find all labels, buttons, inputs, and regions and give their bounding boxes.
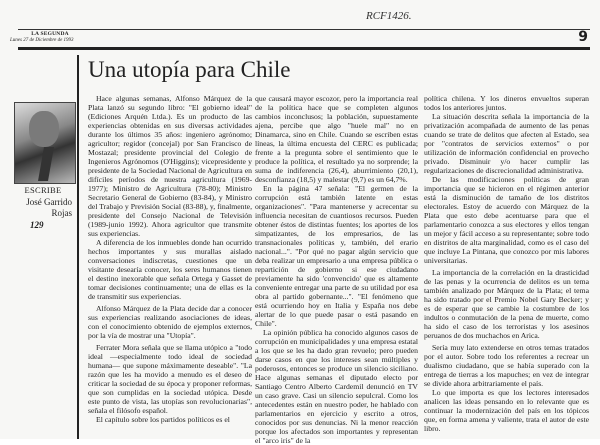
paragraph: Lo que importa es que los lectores interesados analicen las ideas pensando en lo relevante que es continuar la modernización del país en los tópicos que, en forma amena y valiente, trata el autor de este libro. <box>424 388 589 433</box>
article-column-2 <box>255 94 418 445</box>
issue-date: Lunes 27 de Diciembre de 1993 <box>10 38 74 43</box>
paragraph: Alfonso Márquez de la Plata decide dar a conocer sus experiencias realizando asociaciones de ideas, con el conocimiento obtenido de ejemplos externos, por la vía de mostrar una "Utopía". <box>88 304 252 340</box>
column-divider <box>77 55 79 439</box>
archive-handwritten-note: RCF1426. <box>366 10 412 22</box>
paragraph: Ferrater Mora señala que se llama utópico a "todo ideal —especialmente todo ideal de sociedad humana— que supone máximamente deseable". "La razón que les ha movido a menudo es el deseo de criticar la sociedad de su época y proponer reformas, que son cumplidas en la sociedad utópica. Desde este punto de vista, las utopías son revolucionarias", señala el filósofo español. <box>88 343 252 415</box>
author-photo <box>14 102 76 184</box>
header-thick-rule <box>18 47 590 50</box>
paragraph: De las modificaciones políticas de gran importancia que se hicieron en el régimen anterior está la disminución de tamaño de los distritos electorales. Estoy de acuerdo con Márquez de la Plata que esto debe acentuarse para que el parlamentario conozca a sus electores y ellos tengan un mejor y fácil acceso a su representante; sobre todo en distritos de alta marginalidad, como es el caso del que incluye La Pintana, que conozco por mis labores universitarias. <box>424 175 589 265</box>
paragraph: La opinión pública ha conocido algunos casos de corrupción en municipalidades y una empresa estatal a los que se les ha dado gran revuelo; pero pueden darse casos en que los intereses sean múltiples y poderosos, entonces se produce un silencio siciliano. Hace algunas semanas el diputado electo por Santiago Centro Alberto Cardemil denunció en TV un caso grave. Casi un silencio sepulcral. Como los antecedentes están en nuestro poder, he hablado con parlamentarios en ejercicio y escrito a otros, conocidos por sus denuncias. Ni la menor reacción porque los afectados son importantes y representan el "arco iris" de la <box>255 328 418 445</box>
paragraph: En la página 47 señala: "El germen de la corrupción está también latente en estas organizaciones". "Para mantenerse y acrecentar su influencia necesitan de cuantiosos recursos. Pueden obtener éstos de distintas fuentes; los aportes de los simpatizantes, de los empresarios, de las transnacionales políticas y, también, del erario nacional...". "Por qué no pagar algún servicio que deba realizar un empresario a una empresa pública o repartición de gobierno si ese ciudadano previamente ha sido 'convencido' que es altamente conveniente entregar una parte de su utilidad por esa obra al partido gobernante...". "El fenómeno que está ocurriendo hoy en Italia y España nos debe alertar de lo que puede pasar o está pasando en Chile". <box>255 184 418 328</box>
paragraph: política chilena. Y los dineros envueltos superan todos los anteriores juntos. <box>424 94 589 112</box>
paragraph: La situación descrita señala la importancia de la privatización acompañada de aumento de las penas cuando se trate de delitos que afecten al Estado, sea por "contratos de servicios externos" o por utilización de información confidencial en provecho privado. Disminuir y/o hacer cumplir las regularizaciones de discrecionalidad administrativa. <box>424 112 589 175</box>
paragraph: La importancia de la correlación en la drasticidad de las penas y la ocurrencia de delitos es un tema también analizado por Márquez de la Plata; el tema ha sido tratado por el Premio Nobel Gary Becker; y es de esperar que se cambie la costumbre de los indultos o conmutación de la pena de muerte, como ha sido el caso de los terroristas y los asesinos peruanos de dos muchachos en Arica. <box>424 268 589 340</box>
header-rule <box>18 29 590 30</box>
article-column-3 <box>424 94 589 433</box>
article-title: Una utopía para Chile <box>88 57 291 82</box>
handwritten-mark: 129 <box>30 220 44 230</box>
article-column-1 <box>88 94 252 424</box>
paragraph: Sería muy lato extenderse en otros temas tratados por el autor. Sobre todo los referentes a recrear un dualismo ciudadano, que se había superado con la entrega de tierras a los mapuches; en vez de integrar se divide ahora arbitrariamente el país. <box>424 343 589 388</box>
paragraph: A diferencia de los inmuebles donde han ocurrido hechos importantes y sus murallas aislado conversaciones indiscretas, cuestiones que un visitante desearía conocer, los seres humanos tienen el destino inexorable que señala Ortega y Gasset de tomar decisiones continuamente; una de ellas es la de transmitir sus experiencias. <box>88 238 252 301</box>
paragraph: El capítulo sobre los partidos políticos es el <box>96 415 230 424</box>
page-number: 9 <box>578 29 588 45</box>
paragraph: Hace algunas semanas, Alfonso Márquez de la Plata lanzó su segundo libro: "El gobierno ideal" (Ediciones Arquén Ltda.). Es un producto de las experiencias obtenidas en sus diversas actividades durante los últimos 35 años: ingeniero agrónomo; agricultor; regidor (concejal) por San Francisco de Mostazal; presidente provincial del Colegio de Ingenieros Agrónomos (O'Higgins); vicepresidente y presidente de la Sociedad Nacional de Agricultura en difíciles períodos de nuestra agricultura (1969-1977); Ministro de Agricultura (78-80); Ministro Secretario General de Gobierno (83-84), y Ministro del Trabajo y Previsión Social (83-88), y, finalmente, presidente del Consejo Nacional de Televisión (1989-junio 1992). Ahora agricultor que transmite sus experiencias. <box>88 94 252 238</box>
author-name <box>10 197 72 219</box>
author-name-line1: José Garrido <box>26 197 72 207</box>
paragraph: que causará mayor escozor, pero la importancia real de la política hace que se completen algunos cambios inconclusos; la población, supuestamente ajena, percibe que algo "huele mal" no en Dinamarca, sino en Chile. Cuando se escriben estas líneas, la última encuesta del CERC es publicada; frente a la pregunta sobre el sentimiento que le produce la política, el resultado ya no sorprende; la suma de indiferencia (26,4), aburrimiento (20,1), desconfianza (18,5) y malestar (9,7) es un 64,7%. <box>255 94 418 184</box>
author-name-line2: Rojas <box>51 208 72 218</box>
byline-label: ESCRIBE <box>24 185 62 195</box>
publication-name: LA SEGUNDA <box>31 31 69 37</box>
